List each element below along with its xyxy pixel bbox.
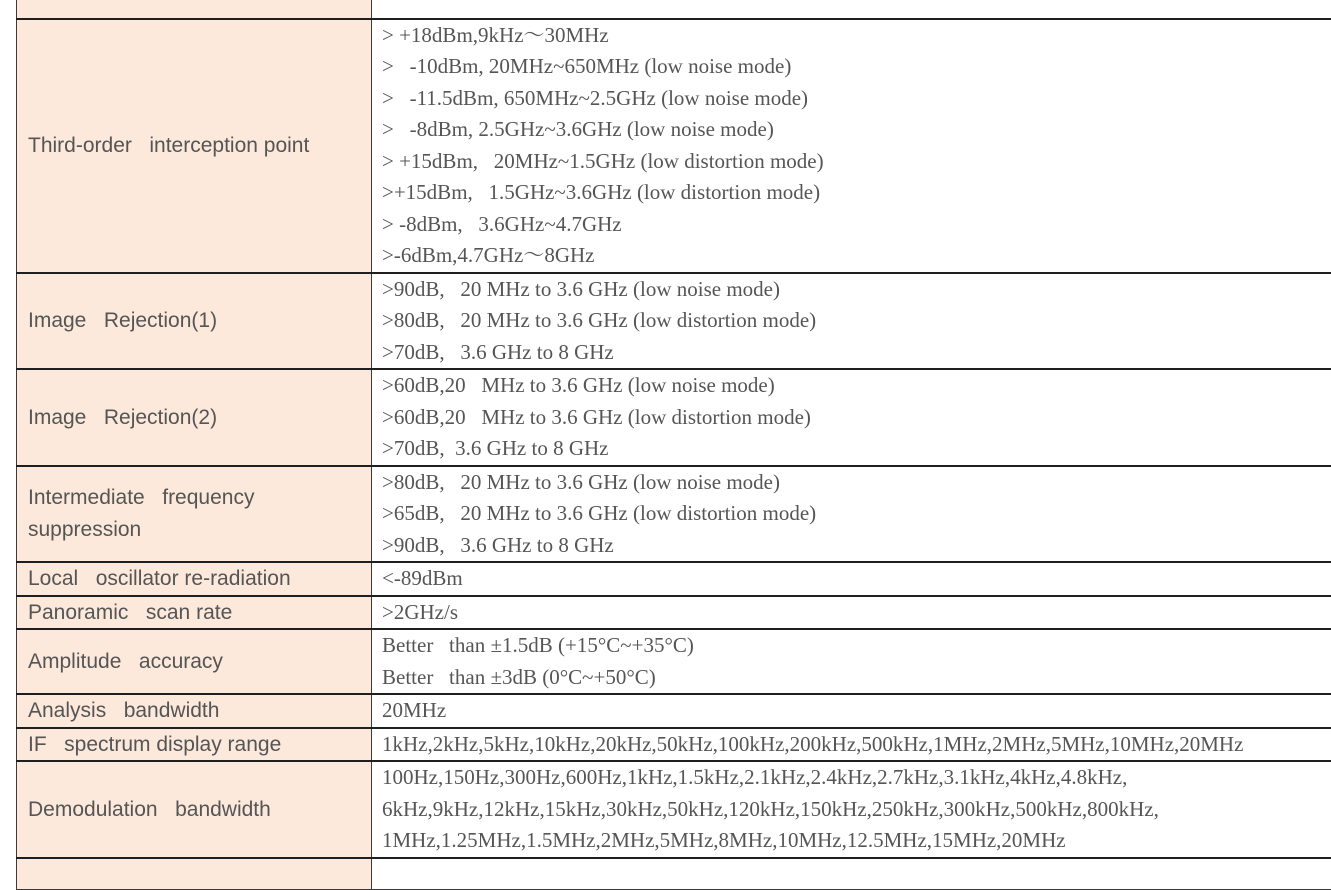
spec-value-cell — [372, 273, 1331, 370]
spec-value-line: 6kHz,9kHz,12kHz,15kHz,30kHz,50kHz,120kHz,150kHz,250kHz,300kHz,500kHz,800kHz, — [382, 794, 1331, 826]
table-row — [17, 19, 1331, 273]
spec-name: IF spectrum display range — [17, 728, 372, 762]
spec-name: Amplitude accuracy — [17, 629, 372, 694]
table-row — [17, 466, 1331, 563]
spec-value-cell — [372, 728, 1331, 762]
spec-value-line — [382, 0, 1331, 6]
spec-value-line: 1MHz,1.25MHz,1.5MHz,2MHz,5MHz,8MHz,10MHz,12.5MHz,15MHz,20MHz — [382, 825, 1331, 857]
spec-value-line: >65dB, 20 MHz to 3.6 GHz (low distortion mode) — [382, 498, 1331, 530]
spec-value-line: >+15dBm, 1.5GHz~3.6GHz (low distortion mode) — [382, 177, 1331, 209]
spec-name: Panoramic scan rate — [17, 596, 372, 630]
table-row-partial-bottom — [17, 858, 1331, 890]
spec-value-cell — [372, 694, 1331, 728]
spec-value-cell — [372, 761, 1331, 858]
spec-value-line: 1kHz,2kHz,5kHz,10kHz,20kHz,50kHz,100kHz,200kHz,500kHz,1MHz,2MHz,5MHz,10MHz,20MHz — [382, 729, 1331, 761]
spec-value-line: >70dB, 3.6 GHz to 8 GHz — [382, 433, 1331, 465]
spec-value-cell — [372, 629, 1331, 694]
spec-value-line: >90dB, 3.6 GHz to 8 GHz — [382, 530, 1331, 562]
spec-value-line: 20MHz — [382, 695, 1331, 727]
spec-value-cell — [372, 369, 1331, 466]
spec-value-line: >70dB, 3.6 GHz to 8 GHz — [382, 337, 1331, 369]
spec-value-cell — [372, 466, 1331, 563]
spec-name: Third-order interception point — [17, 19, 372, 273]
spec-value-line: >-6dBm,4.7GHz〜8GHz — [382, 240, 1331, 272]
spec-value-line: > -10dBm, 20MHz~650MHz (low noise mode) — [382, 51, 1331, 83]
spec-name: Intermediate frequency suppression — [17, 466, 372, 563]
spec-table — [16, 0, 1331, 890]
spec-value-cell — [372, 0, 1331, 19]
spec-value-line: >60dB,20 MHz to 3.6 GHz (low distortion mode) — [382, 402, 1331, 434]
table-row — [17, 694, 1331, 728]
spec-value-cell — [372, 596, 1331, 630]
spec-value-line: Better than ±1.5dB (+15°C~+35°C) — [382, 630, 1331, 662]
spec-name-cell — [17, 858, 372, 890]
table-row-partial-top — [17, 0, 1331, 19]
spec-value-cell — [372, 562, 1331, 596]
table-row — [17, 562, 1331, 596]
table-row — [17, 761, 1331, 858]
spec-value-line: > +15dBm, 20MHz~1.5GHz (low distortion mode) — [382, 146, 1331, 178]
spec-name-cell — [17, 0, 372, 19]
spec-name: Demodulation bandwidth — [17, 761, 372, 858]
spec-value-line: Better than ±3dB (0°C~+50°C) — [382, 662, 1331, 694]
table-row — [17, 273, 1331, 370]
table-row — [17, 728, 1331, 762]
spec-name: Local oscillator re-radiation — [17, 562, 372, 596]
spec-value-line: >90dB, 20 MHz to 3.6 GHz (low noise mode) — [382, 274, 1331, 306]
spec-value-line: > +18dBm,9kHz〜30MHz — [382, 20, 1331, 52]
spec-value-line: > -11.5dBm, 650MHz~2.5GHz (low noise mode) — [382, 83, 1331, 115]
spec-value-line: >80dB, 20 MHz to 3.6 GHz (low distortion mode) — [382, 305, 1331, 337]
spec-value-line: >80dB, 20 MHz to 3.6 GHz (low noise mode) — [382, 467, 1331, 499]
spec-value-line: > -8dBm, 3.6GHz~4.7GHz — [382, 209, 1331, 241]
spec-value-cell — [372, 858, 1331, 890]
spec-name: Image Rejection(1) — [17, 273, 372, 370]
spec-value-line: >2GHz/s — [382, 597, 1331, 629]
table-row — [17, 596, 1331, 630]
spec-value-line: 100Hz,150Hz,300Hz,600Hz,1kHz,1.5kHz,2.1kHz,2.4kHz,2.7kHz,3.1kHz,4kHz,4.8kHz, — [382, 762, 1331, 794]
table-row — [17, 369, 1331, 466]
spec-value-line: <-89dBm — [382, 563, 1331, 595]
spec-name: Analysis bandwidth — [17, 694, 372, 728]
spec-name: Image Rejection(2) — [17, 369, 372, 466]
table-row — [17, 629, 1331, 694]
spec-value-line: >60dB,20 MHz to 3.6 GHz (low noise mode) — [382, 370, 1331, 402]
spec-value-cell — [372, 19, 1331, 273]
spec-value-line: > -8dBm, 2.5GHz~3.6GHz (low noise mode) — [382, 114, 1331, 146]
